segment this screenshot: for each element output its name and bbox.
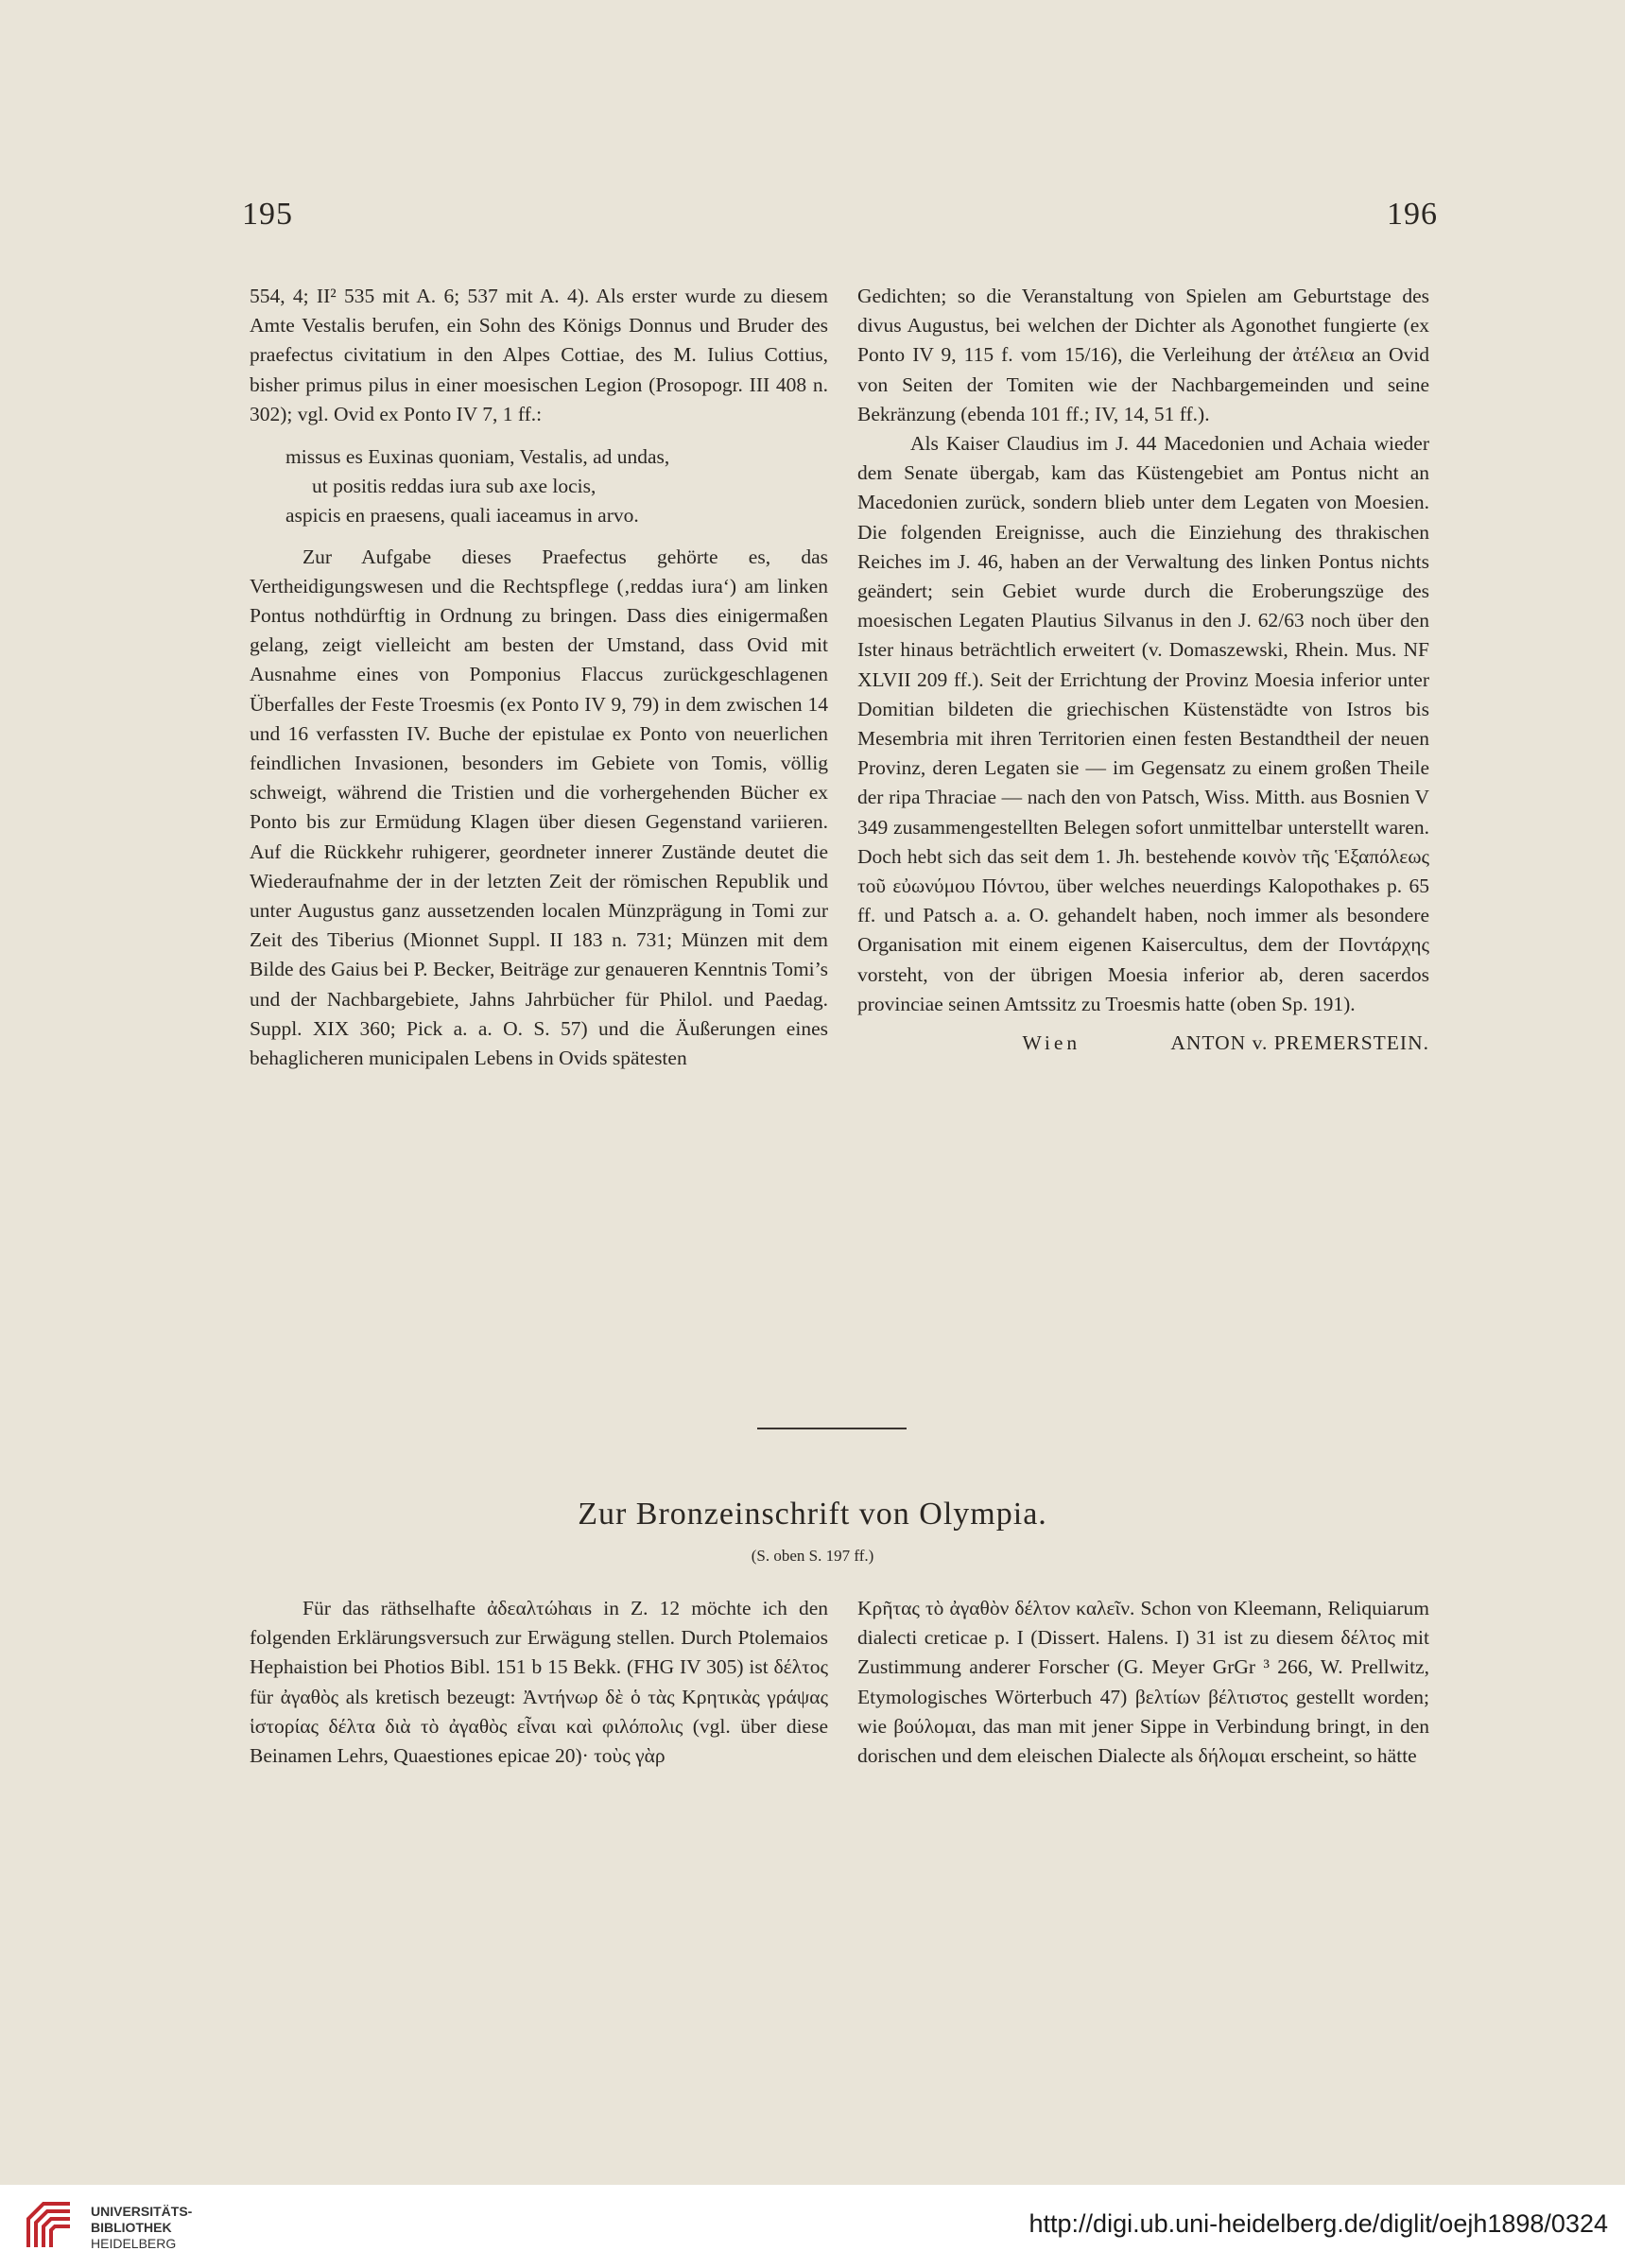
- library-name-line-2: BIBLIOTHEK: [91, 2220, 172, 2235]
- signature: [857, 1029, 1429, 1058]
- right-paragraph-1: Gedichten; so die Veranstaltung von Spielen am Geburtstage des divus Augustus, bei welchen der Dichter als Agonothet fungierte (ex Ponto IV 9, 115 f. vom 15/16), die Verleihung der ἀτέλεια an Ovid von Seiten der Tomiten wie der Nachbargemeinden und seine Bekränzung (ebenda 101 ff.; IV, 14, 51 ff.).: [857, 285, 1429, 425]
- right-column: [857, 282, 1429, 1058]
- left-column: [250, 282, 828, 1073]
- article-subtitle: (S. oben S. 197 ff.): [751, 1547, 874, 1565]
- article2-right-text: Κρῆτας τὸ ἀγαθὸν δέλτον καλεῖν. Schon von Kleemann, Reliquiarum dialecti creticae p. I (Dissert. Halens. I) 31 ist zu diesem δέλτος mit Zustimmung anderer Forscher (G. Meyer GrGr ³ 266, W. Prellwitz, Etymologisches Wörterbuch 47) βελτίων βέλτιστος gestellt worden; wie βούλομαι, das man mit jener Sippe in Verbindung bringt, in den dorischen und dem eleischen Dialecte als δήλομαι erscheint, so hätte: [857, 1597, 1429, 1768]
- library-name-line-3: HEIDELBERG: [91, 2236, 177, 2251]
- library-name: [91, 2204, 192, 2252]
- left-paragraph-1: 554, 4; II² 535 mit A. 6; 537 mit A. 4). Als erster wurde zu diesem Amte Vestalis berufen, ein Sohn des Königs Donnus und Bruder des praefectus civitatium in den Alpes Cottiae, des M. Iulius Cottius, bisher primus pilus in einer moesischen Legion (Prosopogr. III 408 n. 302); vgl. Ovid ex Ponto IV 7, 1 ff.:: [250, 285, 828, 425]
- library-logo-icon: [19, 2196, 79, 2257]
- source-url-link[interactable]: http://digi.ub.uni-heidelberg.de/diglit/oejh1898/0324: [1029, 2209, 1608, 2238]
- article2-left-column: [250, 1594, 828, 1771]
- article2-left-text: Für das räthselhafte ἀδεαλτώhαιs in Z. 12 möchte ich den folgenden Erklärungsversuch zur Erwägung stellen. Durch Ptolemaios Hephaistion bei Photios Bibl. 151 b 15 Bekk. (FHG IV 305) ist δέλτος für ἀγαθὸς als kretisch bezeugt: Ἀντήνωρ δὲ ὁ τὰς Κρητικὰς γράψας ἱστορίας δέλτα διὰ τὸ ἀγαθὸς εἶναι καὶ φιλόπολις (vgl. über diese Beinamen Lehrs, Quaestiones epicae 20)· τοὺς γὰρ: [250, 1597, 828, 1768]
- verse-line-2: ut positis reddas iura sub axe locis,: [312, 475, 596, 498]
- article2-right-column: [857, 1594, 1429, 1771]
- verse-line-3: aspicis en praesens, quali iaceamus in arvo.: [285, 504, 639, 528]
- page-number-left: 195: [242, 197, 293, 232]
- left-paragraph-2: Zur Aufgabe dieses Praefectus gehörte es, das Vertheidigungswesen und die Rechtspflege (‚reddas iura‘) am linken Pontus nothdürftig in Ordnung zu bringen. Dass dies einigermaßen gelang, zeigt vielleicht am besten der Umstand, dass Ovid mit Ausnahme eines von Pomponius Flaccus zurückgeschlagenen Überfalles der Feste Troesmis (ex Ponto IV 9, 79) in dem zwischen 14 und 16 verfassten IV. Buche der epistulae ex Ponto von neuerlichen feindlichen Invasionen, besonders im Gebiete von Tomis, völlig schweigt, während die Tristien und die vorhergehenden Bücher ex Ponto bis zur Ermüdung Klagen über diesen Gegenstand variieren. Auf die Rückkehr ruhigerer, geordneter innerer Zustände deutet die Wiederaufnahme der in der letzten Zeit der römischen Republik und unter Augustus ganz aussetzenden localen Münzprägung in Tomi zur Zeit des Tiberius (Mionnet Suppl. II 183 n. 731; Münzen mit dem Bilde des Gaius bei P. Becker, Beiträge zur genaueren Kenntnis Tomi’s und der Nachbargebiete, Jahns Jahrbücher für Philol. und Paedag. Suppl. XIX 360; Pick a. a. O. S. 57) und die Äußerungen eines behaglicheren municipalen Lebens in Ovids spätesten: [250, 545, 828, 1070]
- signature-city: Wien: [1022, 1031, 1081, 1055]
- section-divider: [757, 1428, 907, 1429]
- signature-author: ANTON v. PREMERSTEIN.: [1170, 1031, 1429, 1055]
- verse-quote: [285, 442, 828, 531]
- page-number-right: 196: [1387, 197, 1438, 232]
- footer-bar: [0, 2185, 1625, 2268]
- library-name-line-1: UNIVERSITÄTS-: [91, 2204, 193, 2219]
- verse-line-1: missus es Euxinas quoniam, Vestalis, ad undas,: [285, 445, 670, 469]
- article-title: Zur Bronzeinschrift von Olympia.: [578, 1497, 1047, 1532]
- right-paragraph-2: Als Kaiser Claudius im J. 44 Macedonien und Achaia wieder dem Senate übergab, kam das Küstengebiet am Pontus nicht an Macedonien zurück, sondern blieb unter dem Legaten von Moesien. Die folgenden Ereignisse, auch die Einziehung des thrakischen Reiches im J. 46, haben an der Verwaltung des linken Pontus nichts geändert; sein Gebiet wurde durch die Eroberungszüge des moesischen Legaten Plautius Silvanus in den J. 62/63 noch über den Ister hinaus beträchtlich erweitert (v. Domaszewski, Rhein. Mus. NF XLVII 209 ff.). Seit der Errichtung der Provinz Moesia inferior unter Domitian bildeten die griechischen Küstenstädte von Istros bis Mesembria mit ihren Territorien einen festen Bestandtheil der neuen Provinz, deren Legaten sie — im Gegensatz zu einem großen Theile der ripa Thraciae — nach den von Patsch, Wiss. Mitth. aus Bosnien V 349 zusammengestellten Belegen sofort unmittelbar unterstellt waren. Doch hebt sich das seit dem 1. Jh. bestehende κοινὸν τῆς Ἑξαπόλεως τοῦ εὐωνύμου Πόντου, über welches neuerdings Kalopothakes p. 65 ff. und Patsch a. a. O. gehandelt haben, noch immer als besondere Organisation mit einem eigenen Kaisercultus, dem der Ποντάρχης vorsteht, von der übrigen Moesia inferior ab, deren sacerdos provinciae seinen Amtssitz zu Troesmis hatte (oben Sp. 191).: [857, 432, 1429, 1015]
